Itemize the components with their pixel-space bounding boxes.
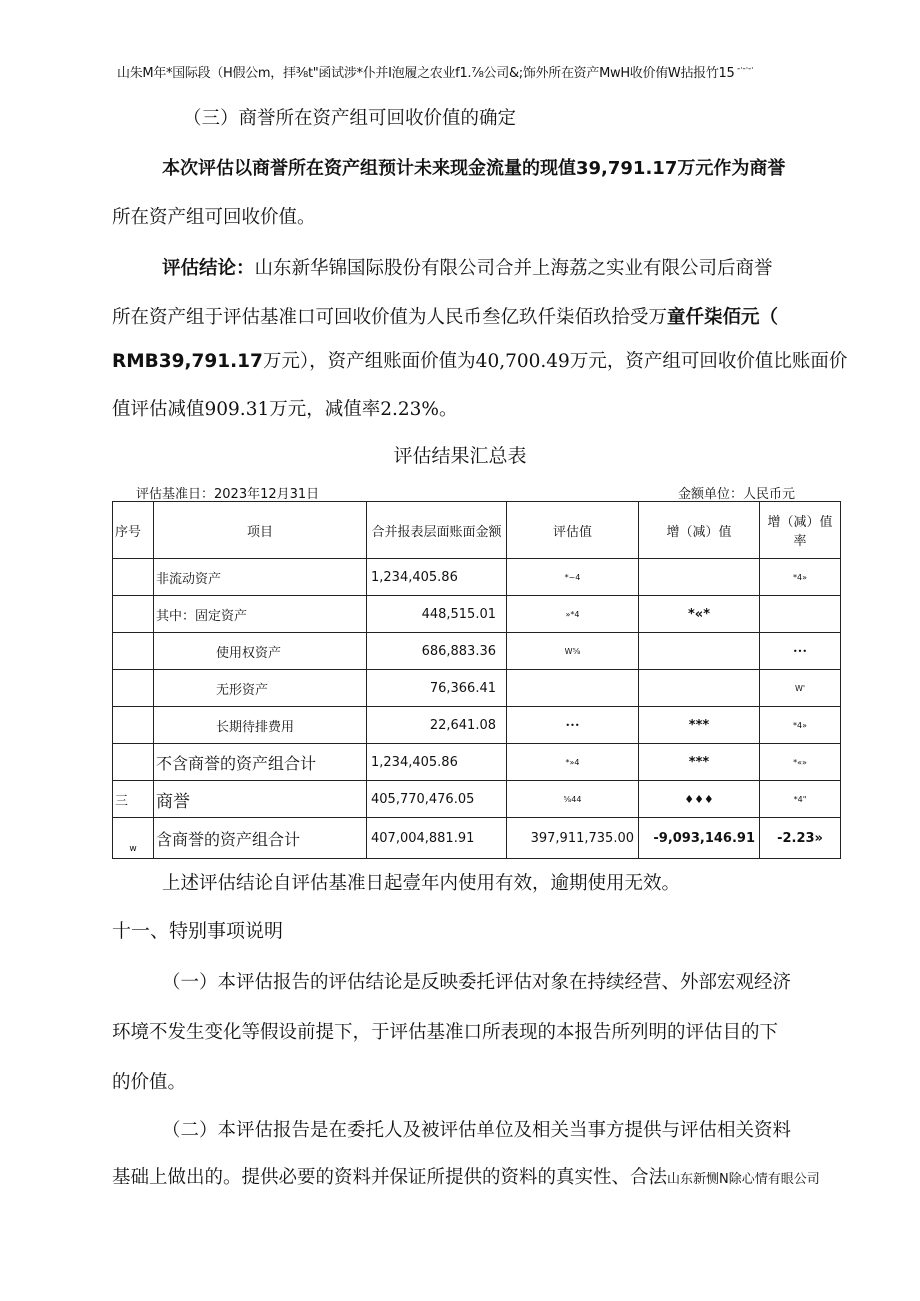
table-row — [113, 559, 841, 596]
row-inc: ♦♦♦ — [639, 781, 760, 818]
conclusion-text2a: 所在资产组于评估基准口可回收价值为人民币叁亿玖仟柒佰玖拾受万 — [112, 307, 668, 328]
row-eval: 397,911,735.00 — [507, 818, 639, 859]
header-no: 序号 — [113, 502, 154, 559]
row-book: 76,366.41 — [367, 670, 507, 707]
header-rate: 增（减）值率 — [760, 502, 841, 559]
header-mark: -·-·-· — [737, 64, 754, 74]
p1-line3: 的价值。 — [112, 1072, 187, 1093]
conclusion-line1 — [162, 254, 773, 280]
p2-line2-text: 基础上做出的。提供必要的资料并保证所提供的资料的真实性、合法 — [112, 1167, 668, 1188]
p2-line1: （二）本评估报告是在委托人及被评估单位及相关当事方提供与评估相关资料 — [162, 1120, 792, 1141]
row-item: 非流动资产 — [154, 559, 367, 596]
row-inc — [639, 559, 760, 596]
table-row — [113, 707, 841, 744]
row-rate: -2.23» — [760, 818, 841, 859]
row-item: 长期待排费用 — [154, 707, 367, 744]
row-no — [113, 559, 154, 596]
header-text: 山朱M年*国际段（H假公m，拝⅜t"函试涉*仆并I泡履之农业f1.⅞公司&;饰外所在资产MwH收价侑W拈报竹15 — [117, 66, 735, 81]
row-item: 含商誉的资产组合计 — [154, 818, 367, 859]
row-book: 407,004,881.91 — [367, 818, 507, 859]
valuation-summary-table — [112, 501, 841, 859]
row-item: 商誉 — [154, 781, 367, 818]
row-no — [113, 707, 154, 744]
row-book: 448,515.01 — [367, 596, 507, 633]
table-row — [113, 670, 841, 707]
row-no — [113, 596, 154, 633]
conclusion-rmb: RMB39,791.17 — [112, 351, 263, 372]
row-eval: *~4 — [507, 559, 639, 596]
section-heading: 十一、特别事项说明 — [112, 920, 284, 942]
row-book: 686,883.36 — [367, 633, 507, 670]
header-item: 项目 — [154, 502, 367, 559]
p2-line2 — [112, 1163, 820, 1189]
header-book-value: 合并报表层面账面金额 — [367, 502, 507, 559]
subsection-title: （三）商誉所在资产组可回收价值的确定 — [183, 108, 517, 129]
table-row — [113, 633, 841, 670]
row-item: 其中：固定资产 — [154, 596, 367, 633]
row-inc — [639, 633, 760, 670]
conclusion-text2b: 童仟柒佰元（ — [667, 307, 779, 328]
row-no: w — [113, 818, 154, 859]
row-inc — [639, 670, 760, 707]
page-header — [117, 62, 817, 81]
row-eval: »*4 — [507, 596, 639, 633]
para1-line2: 所在资产组可回收价值。 — [112, 207, 316, 228]
table-row — [113, 596, 841, 633]
row-rate: *4» — [760, 559, 841, 596]
row-eval: ⅝44 — [507, 781, 639, 818]
conclusion-line2 — [112, 303, 778, 329]
header-eval-value: 评估值 — [507, 502, 639, 559]
row-inc: *** — [639, 744, 760, 781]
row-book: 22,641.08 — [367, 707, 507, 744]
para1-line1: 本次评估以商誉所在资产组预计未来现金流量的现值39,791.17万元作为商誉 — [162, 158, 786, 179]
row-book: 405,770,476.05 — [367, 781, 507, 818]
conclusion-text1: 山东新华锦国际股份有限公司合并上海荔之实业有限公司后商誉 — [254, 258, 773, 279]
currency-unit: 金额单位：人民币元 — [678, 487, 796, 502]
row-no — [113, 744, 154, 781]
p1-line1: （一）本评估报告的评估结论是反映委托评估对象在持续经营、外部宏观经济 — [162, 972, 792, 993]
row-inc: *** — [639, 707, 760, 744]
row-rate: *«» — [760, 744, 841, 781]
row-rate: *4» — [760, 707, 841, 744]
header-increase: 增（减）值 — [639, 502, 760, 559]
conclusion-label: 评估结论： — [162, 258, 255, 279]
row-item: 使用权资产 — [154, 633, 367, 670]
row-eval: *»4 — [507, 744, 639, 781]
conclusion-text3b: 万元），资产组账面价值为40,700.49万元，资产组可回收价值比账面价 — [262, 351, 848, 372]
row-no — [113, 633, 154, 670]
table-row — [113, 818, 841, 859]
table-row — [113, 744, 841, 781]
row-book: 1,234,405.86 — [367, 559, 507, 596]
row-item: 无形资产 — [154, 670, 367, 707]
row-eval — [507, 670, 639, 707]
table-title: 评估结果汇总表 — [393, 445, 527, 467]
row-rate: *4" — [760, 781, 841, 818]
conclusion-line4: 值评估减值909.31万元，减值率2.23%。 — [112, 399, 458, 420]
row-item: 不含商誉的资产组合计 — [154, 744, 367, 781]
row-rate: ••• — [760, 633, 841, 670]
base-date: 评估基准日：2023年12月31日 — [136, 487, 320, 502]
row-rate: W' — [760, 670, 841, 707]
validity-note: 上述评估结论自评估基准日起壹年内使用有效，逾期使用无效。 — [162, 873, 681, 894]
row-eval: W⅝ — [507, 633, 639, 670]
row-eval: ••• — [507, 707, 639, 744]
row-no: 三 — [113, 781, 154, 818]
conclusion-line3 — [112, 347, 847, 373]
row-no — [113, 670, 154, 707]
table-header-row — [113, 502, 841, 559]
row-inc: -9,093,146.91 — [639, 818, 760, 859]
row-inc: *«* — [639, 596, 760, 633]
footer-stamp: 山东新恻N除心情有眼公司 — [667, 1172, 820, 1187]
table-row — [113, 781, 841, 818]
row-book: 1,234,405.86 — [367, 744, 507, 781]
row-rate — [760, 596, 841, 633]
p1-line2: 环境不发生变化等假设前提下，于评估基准口所表现的本报告所列明的评估目的下 — [112, 1022, 779, 1043]
